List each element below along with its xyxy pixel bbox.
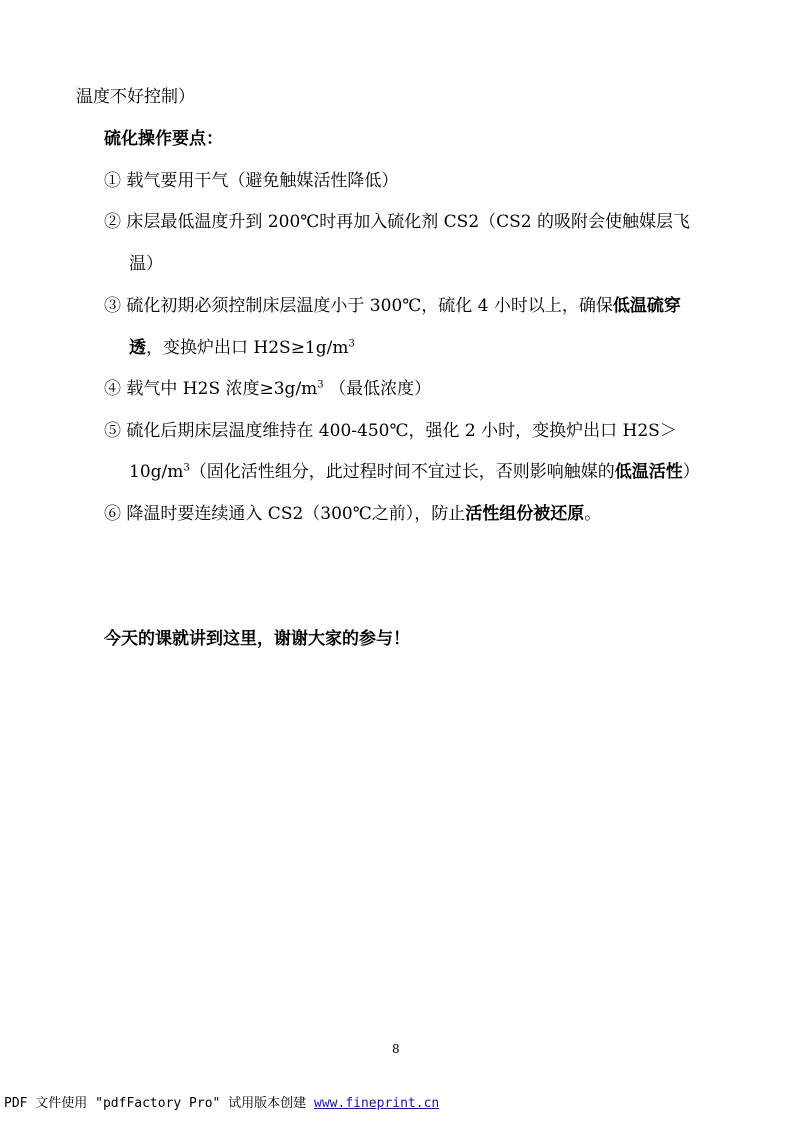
list-item-6 [104,501,601,527]
list-item-2-cont: 温） [129,254,163,274]
list-item-1: ① 载气要用干气（避免触媒活性降低） [104,171,399,191]
list-item-5-close: ） [682,462,700,482]
list-item-5-cont [129,459,700,485]
list-item-4-text: ④ 载气中 H2S 浓度≥3g/m [104,379,318,399]
list-item-2: ② 床层最低温度升到 200℃时再加入硫化剂 CS2（CS2 的吸附会使触媒层飞 [104,212,691,232]
footer-link[interactable]: www.fineprint.cn [314,1096,440,1111]
list-item-6-text: ⑥ 降温时要连续通入 CS2（300℃之前），防止 [104,504,466,524]
list-item-3-bold-cont: 透 [129,338,146,358]
page-number: 8 [392,1042,400,1056]
list-item-3 [104,293,681,319]
list-item-5-bold: 低温活性 [614,462,683,482]
text-line: 温度不好控制） [76,87,195,107]
list-item-5-unit: 10g/m [129,462,184,482]
superscript: 3 [317,379,324,391]
section-heading: 硫化操作要点： [104,129,223,149]
footer-text: PDF 文件使用 "pdfFactory Pro" 试用版本创建 [4,1096,315,1111]
list-item-3-cont [129,335,355,361]
closing-remark: 今天的课就讲到这里，谢谢大家的参与！ [104,629,410,649]
list-item-3-bold: 低温硫穿 [612,296,681,316]
list-item-6-bold: 活性组份被还原 [465,504,585,524]
list-item-6-end: 。 [584,504,602,524]
list-item-4-note: （最低浓度） [323,379,432,399]
list-item-3-text: ③ 硫化初期必须控制床层温度小于 300℃，硫化 4 小时以上，确保 [104,296,613,316]
list-item-5: ⑤ 硫化后期床层温度维持在 400-450℃，强化 2 小时，变换炉出口 H2S＞ [104,421,677,441]
superscript: 3 [183,462,190,474]
footer [4,1092,439,1111]
list-item-3-text-cont: ，变换炉出口 H2S≥1g/m [146,338,349,358]
list-item-4 [104,376,431,402]
superscript: 3 [348,338,355,350]
list-item-5-text: （固化活性组分，此过程时间不宜过长，否则影响触媒的 [189,462,615,482]
